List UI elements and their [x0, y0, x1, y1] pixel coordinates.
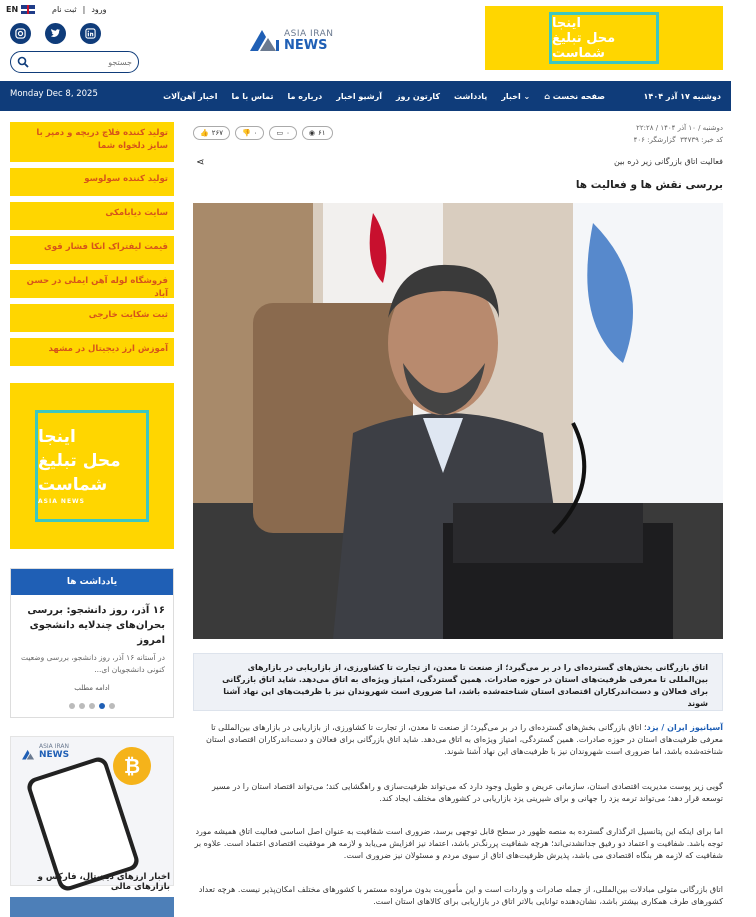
nav-item-home[interactable]: ⌂ صفحه نخست [544, 91, 605, 101]
sidebar-ad-link[interactable]: تولید کننده سولوسو [10, 168, 174, 196]
signup-link[interactable]: ثبت نام [52, 5, 77, 14]
article-meta [523, 122, 723, 146]
article-subtitle: فعالیت اتاق بازرگانی زیر ذره بین [613, 157, 723, 166]
comment-icon: ▭ [276, 129, 284, 137]
nav-item-contact[interactable]: تماس با ما [231, 91, 274, 101]
top-banner-ad[interactable] [485, 6, 723, 70]
promo-caption[interactable]: اخبار ارزهای دیجیتال، فارکس و بازارهای مالی [37, 872, 170, 892]
nav-item-news-label[interactable]: اخبار [501, 91, 521, 101]
ad-frame [35, 410, 149, 522]
logo-mark-icon [248, 26, 282, 52]
sidebar-ad-link[interactable]: ثبت شکایت خارجی [10, 304, 174, 332]
sidebar-ad-link[interactable]: فروشگاه لوله آهن ایملی در حسن آباد [10, 270, 174, 298]
logo-text-top: ASIA IRAN [284, 29, 334, 39]
article-paragraph: اتاق بازرگانی متولی مبادلات بین‌المللی، از جمله صادرات و واردات است و این مأموریت بدون مراوده مستمر با کشورهای مختلف امکان‌پذیر نیست. هرچه تعداد کشورهای طرف همکاری بیشتر باشد، نشان‌دهنده توانایی بالاتر اتاق در بازاریابی برای کالاهای استان است. [198, 885, 723, 906]
carousel-dot[interactable] [109, 703, 115, 709]
article-reporter: گزارشگر: ۴۰۶ [633, 136, 676, 144]
sidebar-ad-link[interactable]: آموزش ارز دیجیتال در مشهد [10, 338, 174, 366]
search-input[interactable] [29, 58, 132, 67]
language-switch[interactable] [6, 5, 35, 14]
promo-logo [21, 743, 69, 760]
nav-item-notes[interactable]: یادداشت [454, 91, 488, 101]
comments-counter[interactable] [269, 126, 296, 140]
sidebar-ad-link[interactable]: قیمت لیفتراک انکا فشار قوی [10, 236, 174, 264]
likes-counter[interactable] [193, 126, 230, 140]
dislikes-counter[interactable] [235, 126, 264, 140]
auth-links [52, 5, 107, 14]
site-logo[interactable] [248, 26, 333, 52]
search-box[interactable] [10, 51, 139, 73]
lang-label[interactable]: EN [6, 5, 19, 14]
second-promo-image[interactable] [10, 897, 174, 917]
ad-brand: ASIA NEWS [38, 498, 85, 505]
ad-line: محل تبلیغ [38, 451, 121, 471]
news-source-link[interactable]: آسیانیوز ایران / یزد [646, 723, 723, 732]
login-link[interactable]: ورود [91, 5, 107, 14]
article-paragraph: گویی زیر پوست مدیریت اقتصادی استان، سازمانی عریض و طویل وجود دارد که می‌تواند ظرفیت‌سازی و راهگشایی کند؛ می‌تواند اقتصاد استان را در مسیر توسعه قرار دهد؛ می‌تواند ترمه یزد را جهانی و برای شیرینی یزد بازاریابی در کشورهای مختلف ایجاد کند. [211, 782, 723, 803]
carousel-dots [11, 703, 173, 709]
article-lead: اتاق بازرگانی بخش‌های گسترده‌ای را در بر می‌گیرد؛ از صنعت تا معدن، از تجارت تا کشاورزی، از بازاریابی در بازارهای بین‌المللی تا معرفی ظرفیت‌های استان در حوزه صادرات. همین گستردگی، امتیاز ویژه‌ای به اتاق می‌دهد. شاید اتاق بازرگانی برای فعالان و دست‌اندرکاران اقتصادی استان شناخته‌شده باشد، اما ضروری است شهروندان نیز با ظرفیت‌های این نهاد آشنا شوند [193, 653, 723, 711]
main-navbar [0, 81, 731, 111]
search-icon[interactable] [17, 56, 29, 68]
crypto-promo[interactable] [10, 736, 174, 886]
nav-item-home-label[interactable]: صفحه نخست [552, 91, 605, 101]
eye-icon: ◉ [308, 129, 315, 137]
instagram-icon[interactable] [10, 23, 31, 44]
comments-count: ۰ [286, 129, 290, 137]
nav-menu [163, 92, 605, 101]
carousel-dot[interactable] [89, 703, 95, 709]
carousel-dot[interactable] [69, 703, 75, 709]
nav-item-cartoon[interactable]: کارتون روز [395, 91, 441, 101]
note-excerpt: در آستانه ۱۶ آذر، روز دانشجو، بررسی وضعیت کنونی دانشجویان ای... [20, 653, 165, 674]
article-date: دوشنبه / ۱۰ آذر ۱۴۰۴ / ۲۲:۲۸ [636, 124, 723, 132]
share-icon[interactable]: ⋖ [196, 157, 205, 168]
nav-date-fa: دوشنبه ۱۷ آذر ۱۴۰۴ [643, 91, 721, 101]
article-photo [193, 203, 723, 639]
notes-header: یادداشت ها [11, 569, 173, 595]
bitcoin-icon: ₿ [113, 747, 151, 785]
promo-logo-bottom: NEWS [39, 750, 70, 760]
thumbs-up-icon[interactable]: 👍 [200, 129, 209, 137]
nav-item-news[interactable]: اخبار ⌄ [501, 91, 531, 101]
nav-date-en: Monday Dec 8, 2025 [10, 89, 98, 99]
nav-item-about[interactable]: درباره ما [287, 91, 323, 101]
dislikes-count: ۰ [253, 129, 258, 137]
uk-flag-icon[interactable] [21, 5, 35, 14]
logo-mark-icon [21, 748, 37, 760]
nav-item-archive[interactable]: آرشیو اخبار [336, 91, 382, 101]
photo-illustration [193, 203, 723, 639]
linkedin-icon[interactable] [80, 23, 101, 44]
ad-line: شماست [38, 475, 108, 495]
likes-count: ۲۶۷ [211, 129, 223, 137]
note-title[interactable]: ۱۶ آذر، روز دانشجو: بررسی بحران‌های چندلایه دانشجوی امروز [27, 605, 165, 646]
article-paragraph: اما برای اینکه این پتانسیل اثرگذاری گسترده به منصه ظهور در سطح قابل توجهی برسد، ضروری است شفافیت به عنوان اصل اساسی فعالیت اتاق همیشه مورد توجه باشد. شفافیت و اعتماد دو رفیق جدانشدنی‌اند؛ هرچه شفافیت پررنگ‌تر باشد، اعتماد نیز افزایش می‌یابد و لازمه هر موفقیت اقتصادی اعتماد است. علاوه بر شفافیت که لازمه هر بنگاه اقتصادی می باشد، پذیرش ظرفیت‌های اتاق از سوی مردم و مسئولان نیز ضروری است. [194, 827, 723, 860]
article-title: بررسی نقش ها و فعالیت ها [575, 179, 723, 191]
thumbs-down-icon[interactable]: 👎 [242, 129, 251, 137]
sidebar-ad-link[interactable]: سایت دیابامکی [10, 202, 174, 230]
paragraph-text: ؛ اتاق بازرگانی بخش‌های گسترده‌ای را در بر می‌گیرد؛ از صنعت تا معدن، از تجارت تا کشاورزی، از بازاریابی در بازارهای بین‌المللی تا معرفی ظرفیت‌های استان در حوزه صادرات. همین گستردگی، امتیاز ویژه‌ای به اتاق می‌دهد. شاید اتاق بازرگانی برای فعالان و دست‌اندرکاران اقتصادی استان شناخته‌شده باشد، اما ضروری است شهروندان نیز با ظرفیت‌های این نهاد آشنا شوند. [206, 723, 723, 756]
social-links [10, 23, 101, 44]
views-count: ۶۱ [317, 129, 326, 137]
promo-logo-top: ASIA IRAN [39, 743, 69, 750]
separator: | [82, 5, 86, 14]
article-paragraph [193, 722, 723, 758]
read-more-link[interactable]: ادامه مطلب [74, 684, 110, 692]
notes-widget [10, 568, 174, 718]
sidebar-ad-link[interactable]: تولید کننده فلاچ دریچه و دمپر با سایز دلخواه شما [10, 122, 174, 162]
article-stats [193, 126, 333, 140]
twitter-icon[interactable] [45, 23, 66, 44]
ad-frame [549, 12, 659, 64]
ad-line: اینجا [38, 427, 76, 447]
sidebar-links [10, 122, 174, 372]
article-code: کد خبر: ۳۴۷۳۹ [680, 136, 723, 144]
ad-line: اینجا [552, 15, 581, 31]
views-counter [302, 126, 333, 140]
logo-text-bottom: NEWS [284, 38, 328, 53]
carousel-dot[interactable] [79, 703, 85, 709]
ad-line: شماست [552, 45, 605, 61]
ad-line: محل تبلیغ [552, 30, 616, 46]
sidebar-banner-ad[interactable] [10, 383, 174, 549]
nav-item-steel-news[interactable]: اخبار آهن‌آلات [163, 91, 218, 101]
carousel-dot-active[interactable] [99, 703, 105, 709]
